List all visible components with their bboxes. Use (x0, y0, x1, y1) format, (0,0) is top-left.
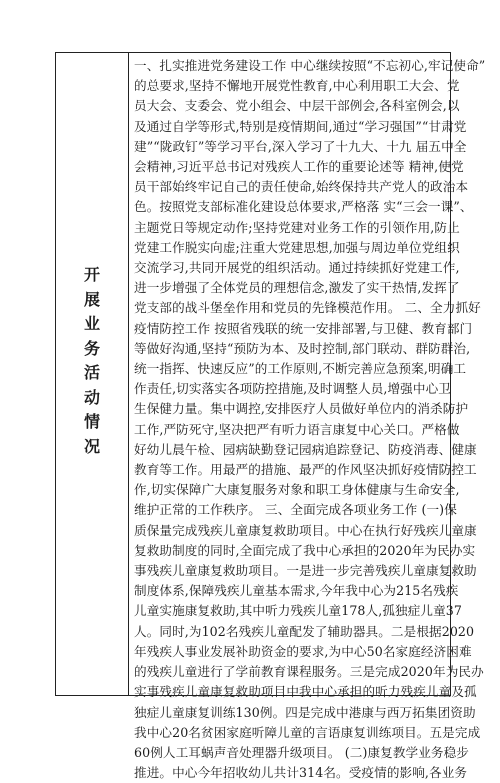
content-line: 独症儿童康复训练130例。四是完成中港康与西万拓集团资助 (134, 704, 476, 720)
content-line: 等做好沟通,坚持“预防为本、及时控制,部门联动、群防群治, (134, 340, 471, 356)
content-line: 的总要求,坚持不懈地开展党性教育,中心利用职工大会、党 (134, 78, 460, 94)
content-line: 维护正常的工作秩序。 三、全面完成各项业务工作 (一)保 (134, 502, 457, 518)
section-label-char: 动 (83, 387, 100, 407)
content-line: 交流学习,共同开展党的组织活动。通过持续抓好党建工作, (134, 260, 460, 276)
content-line: 党支部的战斗堡垒作用和党员的先锋模范作用。 二、全力抓好 (134, 300, 481, 316)
content-line: 人。同时,为102名残疾儿童配发了辅助器具。二是根据2020 (134, 623, 475, 639)
content-line: 员干部始终牢记自己的责任使命,始终保持共产党人的政治本 (134, 179, 469, 195)
section-label-char: 活 (83, 363, 100, 382)
content-line: 工作,严防死守,坚决把严有听力语言康复中心关口。严格做 (134, 421, 460, 437)
content-line: 党建工作脱实向虚;注重大党建思想,加强与周边单位党组织 (134, 239, 460, 255)
content-line: 儿童实施康复救助,其中听力残疾儿童178人,孤独症儿童37 (134, 603, 463, 619)
content-line: 建”“陇政钉”等学习平台,深入学习了十九大、十九 届五中全 (134, 138, 467, 154)
content-line: 推进。中心今年招收幼儿共计314名。受疫情的影响,各业务 (134, 765, 468, 781)
content-line: 制度体系,保障残疾儿童基本需求,今年我中心为215名残疾 (134, 583, 459, 599)
content-line: 疫情防控工作 按照省残联的统一安排部署,与卫健、教育部门 (134, 320, 473, 336)
activity-content (134, 56, 486, 783)
content-line: 事残疾儿童康复救助项目。一是进一步完善残疾儿童康复救助 (134, 563, 477, 579)
content-line: 生保健力量。集中调控,安排医疗人员做好单位内的消杀防护 (134, 401, 469, 417)
content-line: 我中心20名贫困家庭听障儿童的言语康复训练项目。五是完成 (134, 724, 481, 740)
activity-table (55, 52, 486, 781)
content-line: 统一指挥、快速反应”的工作原则,不断完善应急预案,明确工 (134, 361, 467, 377)
content-line: 作,切实保障广大康复服务对象和职工身体健康与生命安全, (134, 482, 460, 498)
section-label-char: 展 (83, 289, 100, 309)
content-line: 年残疾人事业发展补助资金的要求,为中心50名家庭经济困难 (134, 643, 472, 659)
content-line: 作责任,切实落实各项防控措施,及时调整人员,增强中心卫 (134, 381, 451, 397)
section-label-char: 务 (83, 338, 100, 358)
content-line: 进一步增强了全体党员的理想信念,激发了实干热情,发挥了 (134, 280, 460, 296)
content-line: 60例人工耳蜗声音处理器升级项目。 (二)康复教学业务稳步 (134, 744, 470, 760)
section-label (56, 263, 128, 459)
content-line: 一、扎实推进党务建设工作 中心继续按照“不忘初心,牢记使命” (134, 58, 486, 73)
content-line: 复救助制度的同时,全面完成了我中心承担的2020年为民办实 (134, 542, 476, 558)
content-line: 好幼儿晨午检、园病缺勤登记园病追踪登记、防疫消毒、健康 (134, 441, 477, 457)
content-line: 教育等工作。用最严的措施、最严的作风坚决抓好疫情防控工 (134, 462, 477, 478)
content-line: 员大会、支委会、党小组会、中层干部例会,各科室例会,以 (134, 98, 460, 114)
content-line: 色。按照党支部标准化建设总体要求,严格落 实“三会一课”、 (134, 199, 473, 215)
content-line: 及通过自学等形式,特别是疫情期间,通过“学习强国”“甘肃党 (134, 118, 467, 134)
content-line: 的残疾儿童进行了学前教育课程服务。三是完成2020年为民办 (134, 664, 484, 680)
section-label-char: 业 (83, 314, 100, 333)
section-label-char: 况 (83, 436, 100, 456)
section-label-char: 情 (83, 412, 100, 431)
content-line: 质保量完成残疾儿童康复救助项目。中心在执行好残疾儿童康 (134, 522, 477, 538)
content-line: 主题党日等规定动作;坚持党建对业务工作的引领作用,防止 (134, 219, 460, 235)
section-label-char: 开 (83, 265, 100, 284)
column-divider (128, 53, 129, 695)
content-line: 会精神,习近平总书记对残疾人工作的重要论述等 精神,使党 (134, 159, 464, 175)
content-line: 实事残疾儿童康复救助项目中我中心承担的听力残疾儿童及孤 (134, 684, 477, 700)
